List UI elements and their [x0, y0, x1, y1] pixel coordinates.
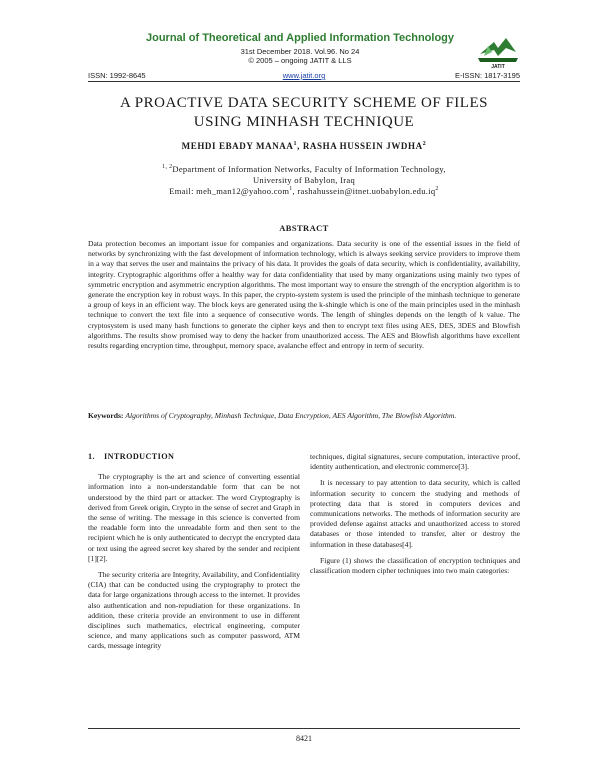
- author-separator: ,: [297, 141, 303, 151]
- author-2-sup: 2: [422, 141, 427, 147]
- section-heading-introduction: [88, 452, 300, 462]
- author-2: RASHA HUSSEIN JWDHA: [302, 141, 423, 151]
- header-divider: [88, 81, 520, 82]
- affiliation-line1: Department of Information Networks, Faculty of Information Technology,: [172, 164, 446, 174]
- intro-paragraph-1: The cryptography is the art and science of converting essential information into a non-understandable form that can be not understood by the third part or attacker. The word Cryptography is derived from Greek origin, Crypto in the sense of secret and Graph in the sense of writing. The message in this science is converted from the readable form into the unreadable form and then sent to the recipient which he is only authenticated to decrypt the encrypted data or text using the agreed secret key shared by the sender and recipient [1][2].: [88, 472, 300, 563]
- keywords-text: Algorithms of Cryptography, Minhash Technique, Data Encryption, AES Algorithm, The Blowfish Algorithm.: [125, 411, 457, 420]
- intro-paragraph-continued: techniques, digital signatures, secure computation, interactive proof, identity authentication, and electronic commerce[3].: [310, 452, 520, 472]
- keywords-label: Keywords:: [88, 411, 124, 420]
- section-number: 1.: [88, 452, 95, 461]
- website-link[interactable]: www.jatit.org: [282, 71, 326, 80]
- issue-info: [110, 47, 490, 65]
- left-column: [88, 452, 300, 658]
- author-1-sup: 1: [293, 141, 298, 147]
- logo-text: JATIT: [491, 64, 505, 70]
- section-title: INTRODUCTION: [104, 452, 175, 461]
- intro-paragraph-4: Figure (1) shows the classification of encryption techniques and classification modern cipher techniques into two main categories:: [310, 555, 520, 576]
- intro-paragraph-3: It is necessary to pay attention to data security, which is called information security to concern the studying and methods of protecting data that is stored in computers devices and communications networks. The methods of information security are provided defense against attacks and unauthorized access to stored databases or those intended to transfer, alter or destroy the information in these databases[4].: [310, 478, 520, 549]
- abstract-heading: ABSTRACT: [279, 223, 329, 233]
- author-1: MEHDI EBADY MANAA: [181, 141, 294, 151]
- emails: [88, 186, 520, 197]
- right-column: [310, 452, 520, 582]
- paper-title: [88, 94, 520, 132]
- email-2[interactable]: rashahussein@itnet.uobabylon.edu.iq: [297, 186, 436, 196]
- affiliation-line2: University of Babylon, Iraq: [252, 175, 356, 185]
- paper-title-line1: A PROACTIVE DATA SECURITY SCHEME OF FILES: [120, 95, 488, 111]
- issn: ISSN: 1992-8645: [88, 71, 146, 80]
- footer-divider: [88, 728, 520, 729]
- email-1-sup: 1: [289, 186, 293, 193]
- keywords: [88, 411, 520, 421]
- copyright: © 2005 – ongoing JATIT & LLS: [248, 56, 352, 65]
- email-prefix: Email:: [169, 186, 197, 196]
- intro-paragraph-2: The security criteria are Integrity, Availability, and Confidentiality (CIA) that can be conducted using the cryptography to protect the data for large organizations through access to the internet. It provides also authentication and non-repudiation for these organizations. In addition, these criteria provide an environment to use in different disciplines such mathematics, electrical engineering, computer science, and many applications such as computer password, ATM cards, message integrity: [88, 570, 300, 651]
- affiliation-sup: 1, 2: [162, 164, 173, 171]
- affiliation: [88, 164, 520, 197]
- page-number: 8421: [296, 734, 312, 743]
- email-1[interactable]: meh_man12@yahoo.com: [196, 186, 290, 196]
- paper-title-line2: USING MINHASH TECHNIQUE: [193, 114, 415, 130]
- email-2-sup: 2: [435, 186, 439, 193]
- journal-title: Journal of Theoretical and Applied Information Technology: [145, 32, 455, 44]
- email-separator: ,: [292, 186, 298, 196]
- issue-date: 31st December 2018. Vol.96. No 24: [240, 47, 360, 56]
- e-issn: E-ISSN: 1817-3195: [454, 71, 520, 80]
- jatit-logo-icon: [476, 34, 520, 66]
- abstract-text: Data protection becomes an important issue for companies and organizations. Data security is one of the essential issues in the field of networks by synchronizing with the fast development of information technology, which is always seeking service providers to improve them in a way that serves the user and maintains the privacy of his data. It provides the goals of data security, which is confidentiality, availability, integrity. Cryptographic algorithms offer a healthy way for data confidentiality that used by many organizations using mainly two types of symmetric encryption and asymmetric encryption algorithms. The most important way to ensure the strength of the encryption algorithm is to generate the encryption key in robust ways. In this paper, the crypto-system system is used the principle of the minhash technique to generate a group of keys in an efficient way. The block keys are generated using the k-shingle which is one of the main principles used in the minhash technique to convert the text file into a sequence of consecutive words. The length of shingles depends on the length of k value. The cryptosystem is used many hash functions to generate the cipher keys and then to encrypt text files using AES, DES, 3DES and Blowfish algorithms. The results show promised way to deny the hacker from unauthorized access. The AES and Blowfish algorithms have excellent results regarding encryption time, throughput, memory space, avalanche effect and entropy in term of security.: [88, 239, 520, 351]
- authors: [88, 141, 520, 151]
